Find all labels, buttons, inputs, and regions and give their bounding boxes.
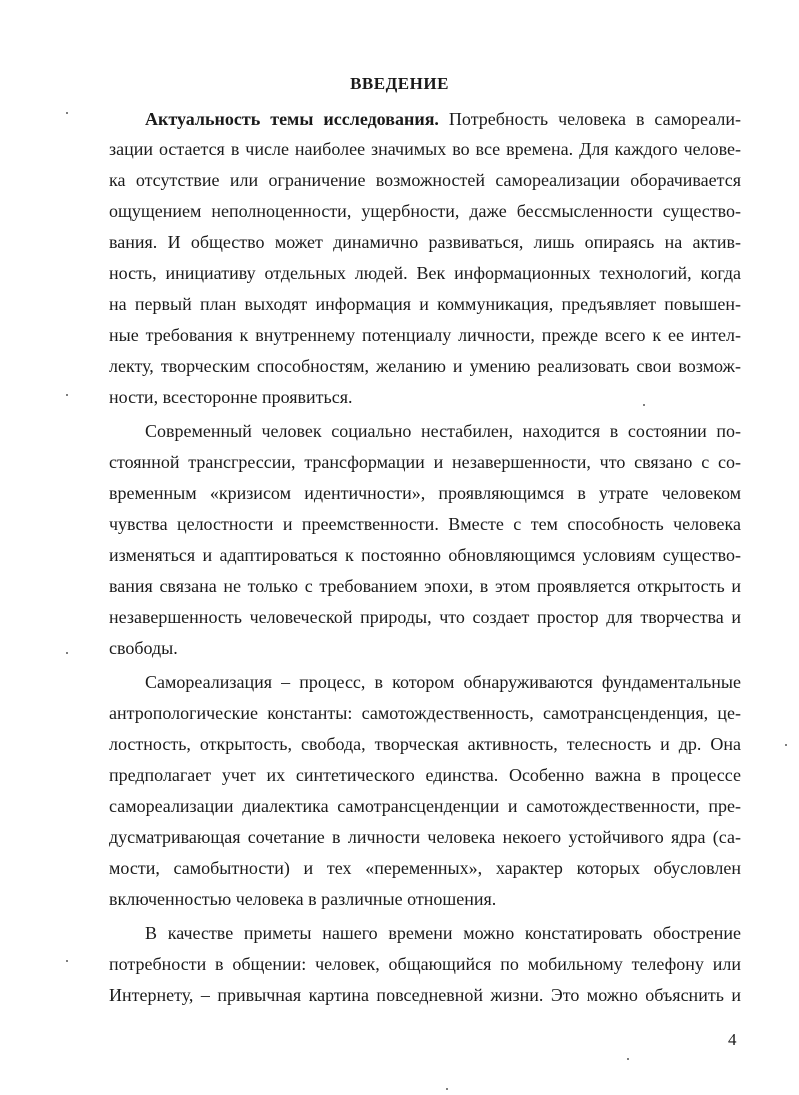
text-line: Интернету, – привычная картина повседневной жизни. Это можно объяснить и (109, 985, 741, 1005)
scan-speck (446, 1088, 448, 1090)
text-line: лекту, творческим способностям, желанию и умению реализовать свои возмож- (109, 356, 741, 376)
text-line: свободы. (109, 638, 178, 658)
scan-speck (66, 652, 68, 654)
scan-speck (627, 1058, 629, 1060)
text-line: чувства целостности и преемственности. Вместе с тем способность человека (109, 514, 741, 534)
text-line: незавершенность человеческой природы, что создает простор для творчества и (109, 607, 741, 627)
text-line: ные требования к внутреннему потенциалу личности, прежде всего к ее интел- (109, 325, 741, 345)
text-line: стоянной трансгрессии, трансформации и незавершенности, что связано с со- (109, 452, 741, 472)
text-line: потребности в общении: человек, общающийся по мобильному телефону или (109, 954, 741, 974)
text-line: вания связана не только с требованием эпохи, в этом проявляется открытость и (109, 576, 741, 596)
scan-speck (66, 960, 68, 962)
text-line: ка отсутствие или ограничение возможностей самореализации оборачивается (109, 170, 741, 190)
text-line: ность, инициативу отдельных людей. Век информационных технологий, когда (109, 263, 741, 283)
text-line: мости, самобытности) и тех «переменных», характер которых обусловлен (109, 858, 741, 878)
text-line: Самореализация – процесс, в котором обнаруживаются фундаментальные (145, 672, 741, 692)
scan-speck (643, 404, 645, 406)
scan-speck (66, 112, 68, 114)
text-line: В качестве приметы нашего времени можно констатировать обострение (145, 923, 741, 943)
text-line: лостность, открытость, свобода, творческая активность, телесность и др. Она (109, 734, 741, 754)
page-number: 4 (728, 1030, 737, 1049)
scan-speck (785, 744, 787, 746)
text-line: предполагает учет их синтетического единства. Особенно важна в процессе (109, 765, 741, 785)
text-line: ощущением неполноценности, ущербности, даже бессмысленности существо- (109, 201, 741, 221)
text-line: временным «кризисом идентичности», проявляющимся в утрате человеком (109, 483, 741, 503)
scan-speck (66, 394, 68, 396)
lead-bold-text: Актуальность темы исследования. (145, 109, 439, 129)
text-line: ности, всесторонне проявиться. (109, 387, 353, 407)
text-line: зации остается в числе наиболее значимых во все времена. Для каждого челове- (109, 139, 741, 159)
text-line: Актуальность темы исследования. Потребность человека в самореали- (145, 109, 741, 129)
text-line: дусматривающая сочетание в личности человека некоего устойчивого ядра (са- (109, 827, 741, 847)
text-line: включенностью человека в различные отношения. (109, 889, 497, 909)
page-title: ВВЕДЕНИЕ (350, 74, 449, 93)
text-line: самореализации диалектика самотрансценденции и самотождественности, пре- (109, 796, 741, 816)
text-line: антропологические константы: самотождественность, самотрансценденция, це- (109, 703, 741, 723)
text-line: вания. И общество может динамично развиваться, лишь опираясь на актив- (109, 232, 741, 252)
text-line: на первый план выходят информация и коммуникация, предъявляет повышен- (109, 294, 741, 314)
text-line: изменяться и адаптироваться к постоянно обновляющимся условиям существо- (109, 545, 741, 565)
text-line: Современный человек социально нестабилен, находится в состоянии по- (145, 421, 741, 441)
